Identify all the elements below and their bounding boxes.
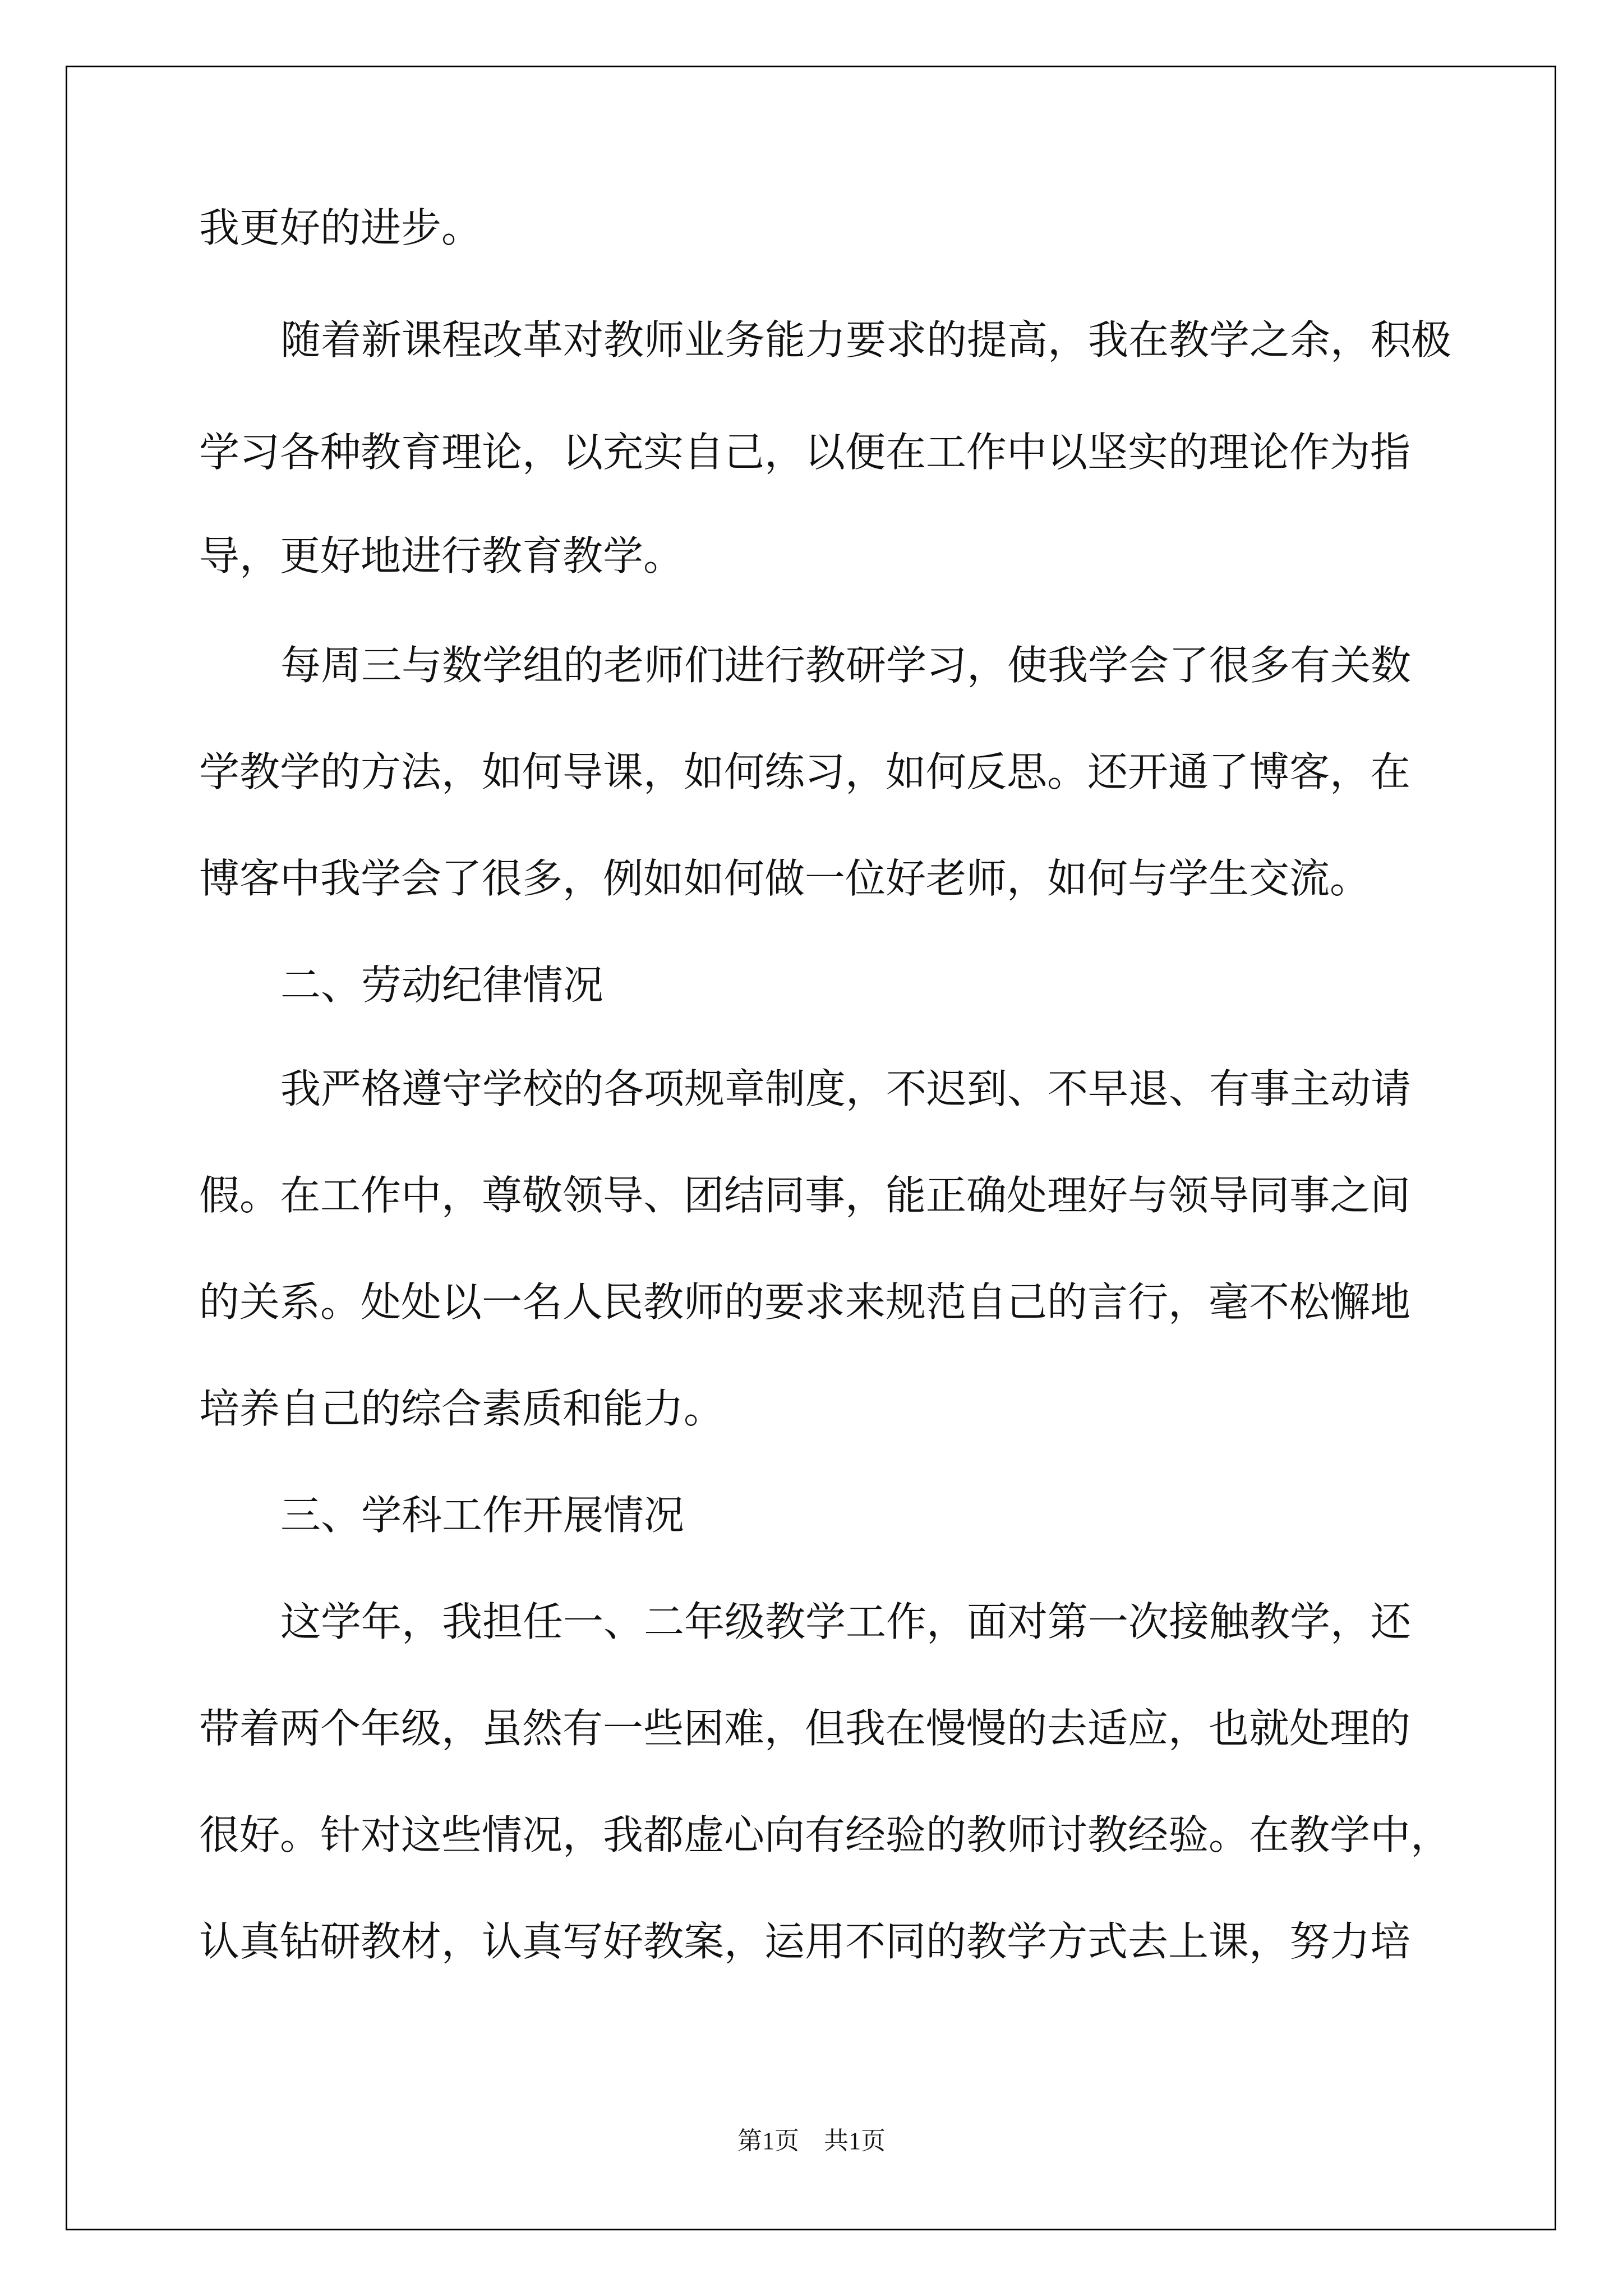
text-line: 我更好的进步。	[199, 204, 482, 251]
text-line: 这学年，我担任一、二年级教学工作，面对第一次接触教学，还	[280, 1598, 1412, 1645]
text-line: 培养自己的综合素质和能力。	[199, 1385, 725, 1432]
text-line: 学习各种教育理论，以充实自己，以便在工作中以坚实的理论作为指	[199, 429, 1411, 476]
text-line: 认真钻研教材，认真写好教案，运用不同的教学方式去上课，努力培	[199, 1918, 1411, 1965]
page-footer: 第1页 共1页	[737, 2127, 886, 2155]
text-line: 假。在工作中，尊敬领导、团结同事，能正确处理好与领导同事之间	[199, 1172, 1411, 1219]
text-line: 导，更好地进行教育教学。	[199, 532, 684, 579]
text-line: 每周三与数学组的老师们进行教研学习，使我学会了很多有关数	[280, 642, 1412, 689]
text-line: 随着新课程改革对教师业务能力要求的提高，我在教学之余，积极	[280, 316, 1452, 364]
text-line: 很好。针对这些情况，我都虚心向有经验的教师讨教经验。在教学中，	[199, 1811, 1451, 1858]
section-heading: 三、学科工作开展情况	[280, 1492, 685, 1539]
text-line: 我严格遵守学校的各项规章制度，不迟到、不早退、有事主动请	[280, 1065, 1412, 1112]
page-border	[66, 66, 1556, 2230]
text-line: 博客中我学会了很多，例如如何做一位好老师，如何与学生交流。	[199, 855, 1371, 902]
text-line: 的关系。处处以一名人民教师的要求来规范自己的言行，毫不松懈地	[199, 1278, 1411, 1326]
text-line: 学教学的方法，如何导课，如何练习，如何反思。还开通了博客，在	[199, 748, 1411, 795]
section-heading: 二、劳动纪律情况	[280, 961, 604, 1009]
text-line: 带着两个年级，虽然有一些困难，但我在慢慢的去适应，也就处理的	[199, 1705, 1411, 1752]
